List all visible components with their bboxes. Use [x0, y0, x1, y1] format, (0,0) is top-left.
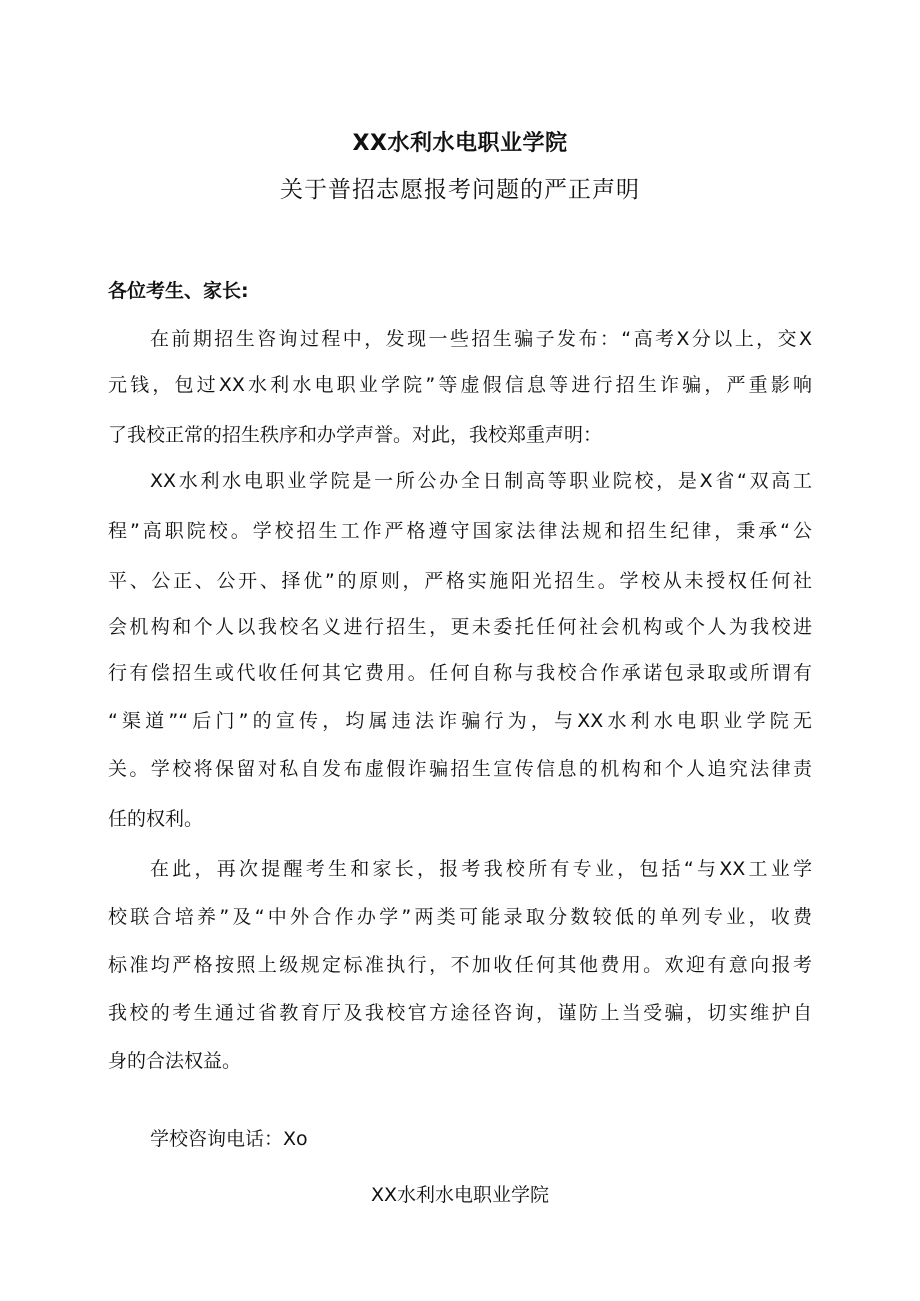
paragraph-1-line-3: 了我校正常的招生秩序和办学声誉。对此，我校郑重声明：: [108, 424, 603, 446]
paragraph-2-line-3: 平、公正、公开、择优”的原则，严格实施阳光招生。学校从未授权任何社: [108, 570, 812, 592]
salutation: 各位考生、家长:: [108, 280, 249, 302]
paragraph-3-line-5: 身的合法权益。: [108, 1050, 242, 1072]
paragraph-3-line-3: 标准均严格按照上级规定标准执行，不加收任何其他费用。欢迎有意向报考: [108, 954, 812, 976]
paragraph-1-line-1: 在前期招生咨询过程中，发现一些招生骗子发布：“高考X分以上，交X: [150, 328, 812, 350]
signature-school-name: XX水利水电职业学院: [370, 1184, 550, 1206]
paragraph-1-line-2: 元钱，包过XX水利水电职业学院”等虚假信息等进行招生诈骗，严重影响: [108, 374, 812, 396]
paragraph-2-line-6: “渠道”“后门”的宣传，均属违法诈骗行为，与XX水利水电职业学院无: [108, 710, 812, 732]
document-title-statement: 关于普招志愿报考问题的严正声明: [280, 177, 640, 203]
document-title-school: XX水利水电职业学院: [352, 131, 568, 156]
paragraph-2-line-8: 任的权利。: [108, 808, 204, 830]
paragraph-2-line-2: 程”高职院校。学校招生工作严格遵守国家法律法规和招生纪律，秉承“公: [108, 520, 812, 542]
paragraph-2-line-1: XX水利水电职业学院是一所公办全日制高等职业院校，是X省“双高工: [150, 470, 812, 492]
paragraph-3-line-4: 我校的考生通过省教育厅及我校官方途径咨询，谨防上当受骗，切实维护自: [108, 1002, 812, 1024]
paragraph-3-line-2: 校联合培养”及“中外合作办学”两类可能录取分数较低的单列专业，收费: [108, 906, 812, 928]
paragraph-2-line-5: 行有偿招生或代收任何其它费用。任何自称与我校合作承诺包录取或所谓有: [108, 662, 812, 684]
paragraph-3-line-1: 在此，再次提醒考生和家长，报考我校所有专业，包括“与XX工业学: [150, 858, 812, 880]
paragraph-2-line-7: 关。学校将保留对私自发布虚假诈骗招生宣传信息的机构和个人追究法律责: [108, 758, 812, 780]
paragraph-2-line-4: 会机构和个人以我校名义进行招生，更未委托任何社会机构或个人为我校进: [108, 616, 812, 638]
consultation-phone: 学校咨询电话：Xo: [150, 1128, 308, 1150]
